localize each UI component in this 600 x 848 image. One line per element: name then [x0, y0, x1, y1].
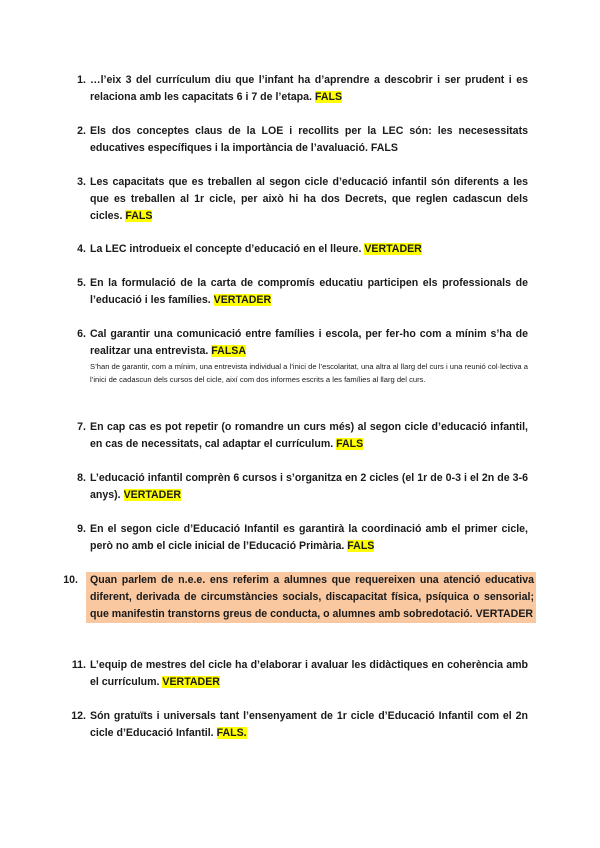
question-12	[71, 708, 528, 742]
question-text: En el segon cicle d’Educació Infantil es garantirà la coordinació amb el primer cicle, però no amb el cicle inicial de l’Educació Primària.	[90, 523, 528, 552]
question-10	[63, 572, 536, 623]
answer-highlight: FALS.	[216, 727, 247, 739]
question-text: Els dos conceptes claus de la LOE i recollits per la LEC són: les necesessitats educatives específiques i la importància de l’avaluació. FALS	[90, 125, 528, 154]
question-text: En cap cas es pot repetir (o romandre un curs més) al segon cicle d’educació infantil, en cas de necessitats, cal adaptar el currículum.	[90, 421, 528, 450]
answer-explanation: S’han de garantir, com a mínim, una entrevista individual a l’inici de l’escolaritat, una altra al llarg del curs i una reunió col·lectiva a l’inici de cadascun dels cursos del cicle, així com dos informes escrits a les famílies al llarg del curs.	[90, 362, 528, 384]
question-11	[71, 657, 528, 691]
answer-highlight: FALS	[347, 540, 375, 552]
question-text: La LEC introdueix el concepte d’educació en el lleure.	[90, 243, 365, 255]
question-6	[77, 326, 528, 386]
question-text: L’equip de mestres del cicle ha d’elaborar i avaluar les didàctiques en coherència amb el currículum.	[90, 659, 528, 688]
answer-highlight: VERTADER	[123, 489, 182, 501]
question-number: 8.	[77, 472, 86, 484]
answer-highlight: VERTADER	[213, 294, 272, 306]
question-number: 3.	[77, 176, 86, 188]
question-7	[77, 419, 528, 453]
answer-highlight: FALS	[314, 91, 343, 103]
question-text: …l’eix 3 del currículum diu que l’infant ha d’aprendre a descobrir i ser prudent i es relaciona amb les capacitats 6 i 7 de l’etapa.	[90, 74, 528, 103]
question-3	[77, 174, 528, 225]
question-text: Cal garantir una comunicació entre famílies i escola, per fer-ho com a mínim s’ha de realitzar una entrevista.	[90, 328, 528, 357]
question-number: 7.	[77, 421, 86, 433]
question-text: En la formulació de la carta de compromís educatiu participen els professionals de l’educació i les famílies.	[90, 277, 528, 306]
question-number: 1.	[77, 74, 86, 86]
question-number: 2.	[77, 125, 86, 137]
question-text: Quan parlem de n.e.e. ens referim a alumnes que requereixen una atenció educativa diferent, derivada de circumstàncies socials, discapacitat física, psíquica o sensorial; que manifestin transtorns greus de conducta, o alumnes amb sobredotació. VERTADER	[90, 574, 534, 620]
question-number: 11.	[71, 659, 86, 671]
question-text: L’educació infantil comprèn 6 cursos i s’organitza en 2 cicles (el 1r de 0-3 i el 2n de 3-6 anys).	[90, 472, 528, 501]
question-number: 4.	[77, 243, 86, 255]
answer-highlight: FALS	[336, 438, 364, 450]
answer-highlight: FALSA	[211, 345, 247, 357]
question-number: 12.	[71, 710, 86, 722]
question-5	[77, 275, 528, 309]
question-2	[77, 123, 528, 157]
question-number: 10.	[63, 574, 78, 586]
question-text: Les capacitats que es treballen al segon cicle d’educació infantil són diferents a les que es treballen al 1r cicle, per això hi ha dos Decrets, que reglen cadascun dels cicles.	[90, 176, 528, 222]
question-8	[77, 470, 528, 504]
answer-highlight: VERTADER	[364, 243, 422, 255]
question-number: 6.	[77, 328, 86, 340]
question-text: Són gratuïts i universals tant l’ensenyament de 1r cicle d’Educació Infantil com el 2n cicle d’Educació Infantil.	[90, 710, 528, 739]
question-number: 5.	[77, 277, 86, 289]
question-9	[77, 521, 528, 555]
question-1	[77, 72, 528, 106]
question-4	[77, 241, 528, 258]
answer-highlight: VERTADER	[162, 676, 220, 688]
answer-highlight: FALS	[125, 210, 153, 222]
question-number: 9.	[77, 523, 86, 535]
